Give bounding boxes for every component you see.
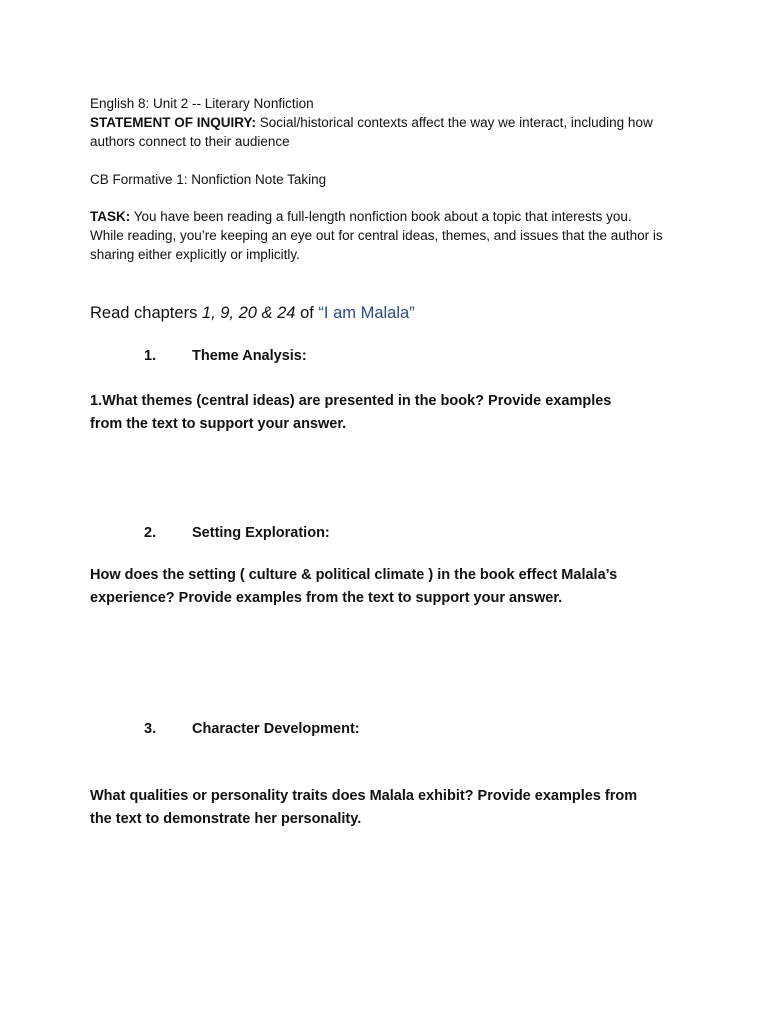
soi-text: Social/historical contexts affect the way we interact, including how	[256, 115, 653, 130]
question-2-line-2: experience? Provide examples from the text to support your answer.	[90, 590, 563, 606]
reading-assignment	[90, 302, 415, 324]
question-3-line-1: What qualities or personality traits does Malala exhibit? Provide examples from	[90, 788, 638, 804]
question-1-line-1: 1.What themes (central ideas) are presented in the book? Provide examples	[90, 393, 612, 409]
course-line: English 8: Unit 2 -- Literary Nonfiction	[90, 96, 314, 111]
reading-prefix: Read chapters	[90, 304, 202, 322]
soi-label: STATEMENT OF INQUIRY:	[90, 115, 256, 130]
task-label: TASK:	[90, 209, 131, 224]
task-line-2: While reading, you’re keeping an eye out for central ideas, themes, and issues that the author is	[90, 228, 663, 243]
question-1-line-2: from the text to support your answer.	[90, 416, 347, 432]
section-number-1: 1.	[144, 348, 157, 364]
statement-of-inquiry	[90, 113, 653, 132]
section-number-3: 3.	[144, 721, 157, 737]
question-2-line-1: How does the setting ( culture & political climate ) in the book effect Malala’s	[90, 567, 618, 583]
task-text: You have been reading a full-length nonfiction book about a topic that interests you.	[130, 209, 632, 224]
section-title-3: Character Development:	[192, 721, 360, 737]
book-title: “I am Malala”	[318, 304, 415, 322]
task-line-3: sharing either explicitly or implicitly.	[90, 247, 300, 262]
question-3-line-2: the text to demonstrate her personality.	[90, 811, 362, 827]
soi-text-continued: authors connect to their audience	[90, 134, 290, 149]
section-title-2: Setting Exploration:	[192, 525, 330, 541]
section-title-1: Theme Analysis:	[192, 348, 307, 364]
task-line-1	[90, 207, 632, 226]
reading-of: of	[295, 304, 319, 322]
section-number-2: 2.	[144, 525, 157, 541]
reading-chapters: 1, 9, 20 & 24	[201, 304, 296, 322]
formative-title: CB Formative 1: Nonfiction Note Taking	[90, 172, 327, 187]
